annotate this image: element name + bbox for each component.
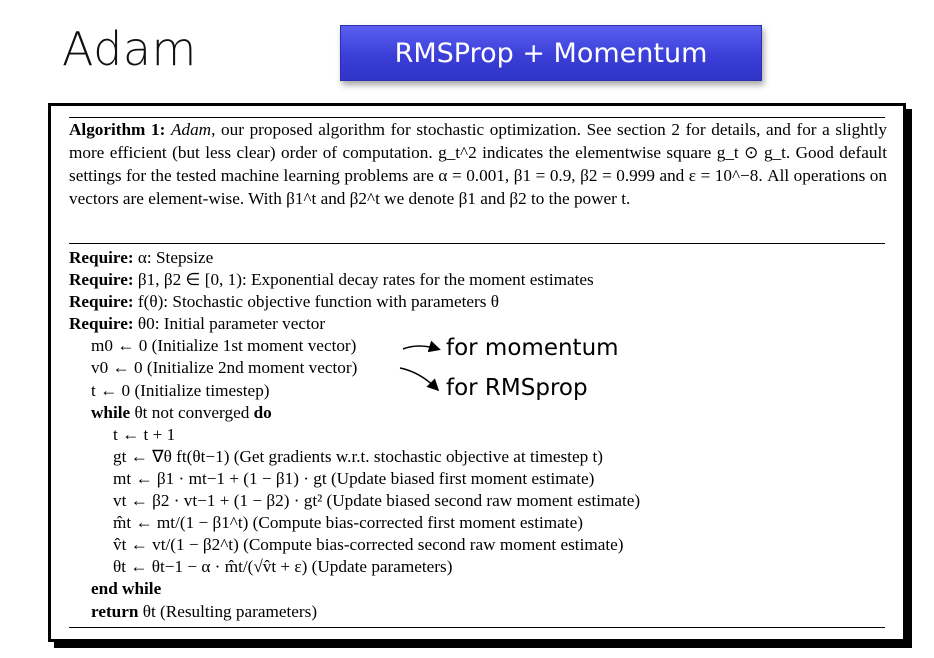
do-keyword: do xyxy=(253,402,272,422)
loop-line: t ← t + 1 xyxy=(113,424,176,444)
init-v0-line: v0 ← 0 (Initialize 2nd moment vector) xyxy=(91,358,358,378)
return-keyword: return xyxy=(91,601,139,621)
require-text: α: Stepsize xyxy=(137,248,214,267)
return-text: θt (Resulting parameters) xyxy=(142,601,318,621)
require-label: Require: xyxy=(69,248,134,267)
loop-line: vt ← β2 · vt−1 + (1 − β2) · gt² (Update biased second raw moment estimate) xyxy=(113,491,641,511)
while-condition: θt not converged xyxy=(134,402,250,422)
require-label: Require: xyxy=(69,292,134,312)
momentum-annotation: for momentum xyxy=(446,335,619,361)
loop-line: v̂t ← vt/(1 − β2^t) (Compute bias-corrected second raw moment estimate) xyxy=(113,535,624,555)
caption-text: , our proposed algorithm for stochastic optimization. See section 2 for details, and for a slightly more efficient (but less clear) order of computation. g_t^2 indicates the elementwise square g_t ⊙ g_t. Good default settings for the tested machine learning problems are α = 0.001, β1 = 0.9, β2 = 0.999 and ε = 10^−8. All operations on vectors are element-wise. With β1^t and β2^t we denote β1 and β2 to the power t. xyxy=(69,120,887,208)
caption-name: Adam xyxy=(170,120,212,139)
require-text: f(θ): Stochastic objective function with parameters θ xyxy=(137,292,499,312)
require-text: θ0: Initial parameter vector xyxy=(137,314,326,334)
require-text: β1, β2 ∈ [0, 1): Exponential decay rates for the moment estimates xyxy=(137,270,594,290)
end-while-keyword: end while xyxy=(91,579,162,599)
require-label: Require: xyxy=(69,314,134,334)
caption-label: Algorithm 1: xyxy=(69,120,166,139)
rmsprop-momentum-badge: RMSProp + Momentum xyxy=(340,25,762,81)
require-label: Require: xyxy=(69,270,134,290)
slide-title: Adam xyxy=(62,22,197,76)
rmsprop-arrow-icon xyxy=(400,368,437,389)
loop-line: mt ← β1 · mt−1 + (1 − β1) · gt (Update biased first moment estimate) xyxy=(113,468,595,488)
init-m0-line: m0 ← 0 (Initialize 1st moment vector) xyxy=(91,336,357,356)
while-keyword: while xyxy=(91,402,131,422)
init-t-line: t ← 0 (Initialize timestep) xyxy=(91,380,270,400)
rmsprop-annotation: for RMSprop xyxy=(446,375,588,401)
loop-line: gt ← ∇θ ft(θt−1) (Get gradients w.r.t. stochastic objective at timestep t) xyxy=(113,446,603,466)
loop-line: m̂t ← mt/(1 − β1^t) (Compute bias-corrected first moment estimate) xyxy=(113,513,583,533)
momentum-arrow-icon xyxy=(403,346,438,349)
loop-line: θt ← θt−1 − α · m̂t/(√v̂t + ε) (Update parameters) xyxy=(113,557,453,577)
